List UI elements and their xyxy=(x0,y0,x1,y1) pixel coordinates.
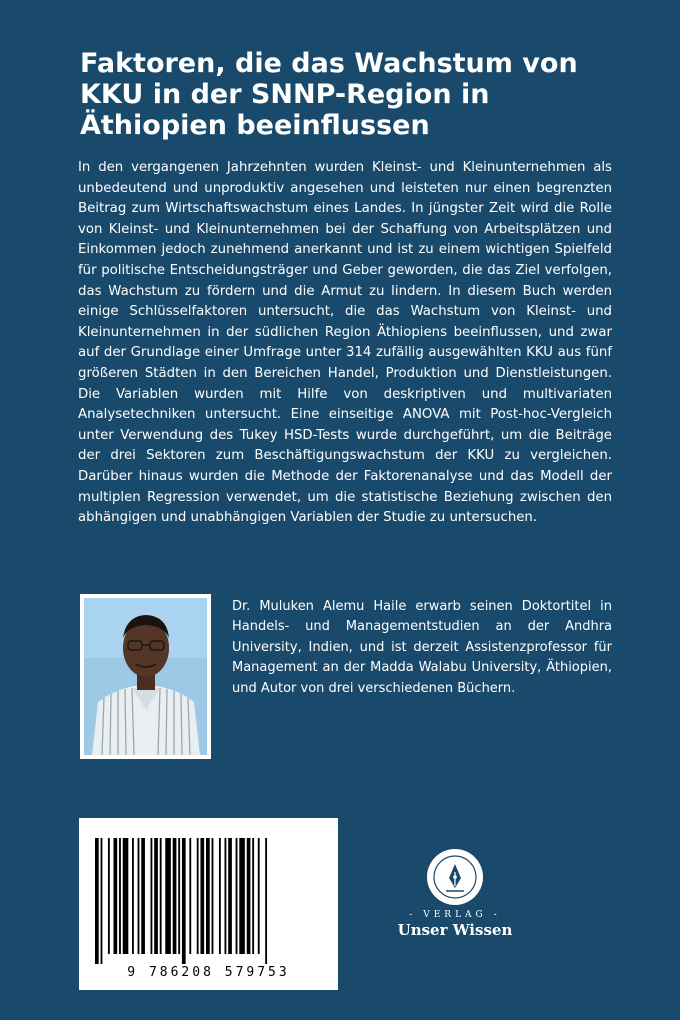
barcode-bar xyxy=(178,838,180,954)
barcode-bar xyxy=(265,838,267,964)
barcode-bar xyxy=(114,838,118,954)
barcode-bars xyxy=(95,838,322,964)
barcode-bar xyxy=(141,838,145,954)
isbn-barcode xyxy=(79,818,338,990)
barcode-bar xyxy=(101,838,103,964)
barcode-bar xyxy=(258,838,260,954)
isbn-digits: 9 786208 579753 xyxy=(127,965,290,980)
barcode-bar xyxy=(236,838,238,954)
publisher-logo xyxy=(390,848,520,958)
publisher-name: Unser Wissen xyxy=(397,921,513,939)
barcode-bar xyxy=(252,838,254,954)
barcode-bar xyxy=(165,838,171,954)
barcode-bar xyxy=(108,838,110,954)
publisher-emblem-icon xyxy=(426,848,484,906)
barcode-bar xyxy=(212,838,214,954)
barcode-bar xyxy=(247,838,251,954)
barcode-bar xyxy=(132,838,134,954)
barcode-bar xyxy=(151,838,153,954)
barcode-bar xyxy=(182,838,186,964)
barcode-bar xyxy=(225,838,227,954)
barcode-bar xyxy=(239,838,245,954)
barcode-bar xyxy=(228,838,232,954)
book-blurb: In den vergangenen Jahrzehnten wurden Kleinst- und Kleinunternehmen als unbedeutend und unproduktiv angesehen und leisteten nur einen begrenzten Beitrag zum Wirtschaftswachstum eines Landes. In jüngster Zeit wird die Rolle von Kleinst- und Kleinunternehmen bei der Schaffung von Arbeitsplätzen und Einkommen jedoch zunehmend anerkannt und ist zu einem wichtigen Spielfeld für politische Entscheidungsträger und Geber geworden, die das Ziel verfolgen, das Wachstum zu fördern und die Armut zu lindern. In diesem Buch werden einige Schlüsselfaktoren untersucht, die das Wachstum von Kleinst- und Kleinunternehmen in der südlichen Region Äthiopiens beeinflussen, und zwar auf der Grundlage einer Umfrage unter 314 zufällig ausgewählten KKU aus fünf größeren Städten in den Bereichen Handel, Produktion und Dienstleistungen. Die Variablen wurden mit Hilfe von deskriptiven und multivariaten Analysetechniken untersucht. Eine einseitige ANOVA mit Post-hoc-Vergleich unter Verwendung des Tukey HSD-Tests wurde durchgeführt, um die Beiträge der drei Sektoren zum Beschäftigungswachstum der KKU zu vergleichen. Darüber hinaus wurden die Methode der Faktorenanalyse und das Modell der multiplen Regression verwendet, um die statistische Beziehung zwischen den abhängigen und unabhängigen Variablen der Studie zu untersuchen. xyxy=(78,160,612,526)
barcode-bar xyxy=(206,838,210,954)
barcode-bar xyxy=(219,838,221,954)
publisher-verlag-label: - VERLAG - xyxy=(409,910,501,920)
barcode-bar xyxy=(189,838,191,954)
barcode-bar xyxy=(154,838,158,954)
barcode-bar xyxy=(123,838,129,954)
barcode-bar xyxy=(138,838,140,954)
author-bio: Dr. Muluken Alemu Haile erwarb seinen Doktortitel in Handels- und Managementstudien an der Andhra University, Indien, und ist derzeit Assistenzprofessor für Management an der Madda Walabu University, Äthiopien, und Autor von drei verschiedenen Büchern. xyxy=(232,599,612,696)
barcode-bar xyxy=(95,838,99,964)
barcode-bar xyxy=(119,838,121,954)
barcode-bar xyxy=(160,838,162,954)
barcode-bar xyxy=(197,838,199,954)
author-photo xyxy=(80,594,211,759)
barcode-bar xyxy=(173,838,177,954)
book-title: Faktoren, die das Wachstum von KKU in der SNNP-Region in Äthiopien beeinflussen xyxy=(80,48,578,141)
barcode-bar xyxy=(200,838,204,954)
